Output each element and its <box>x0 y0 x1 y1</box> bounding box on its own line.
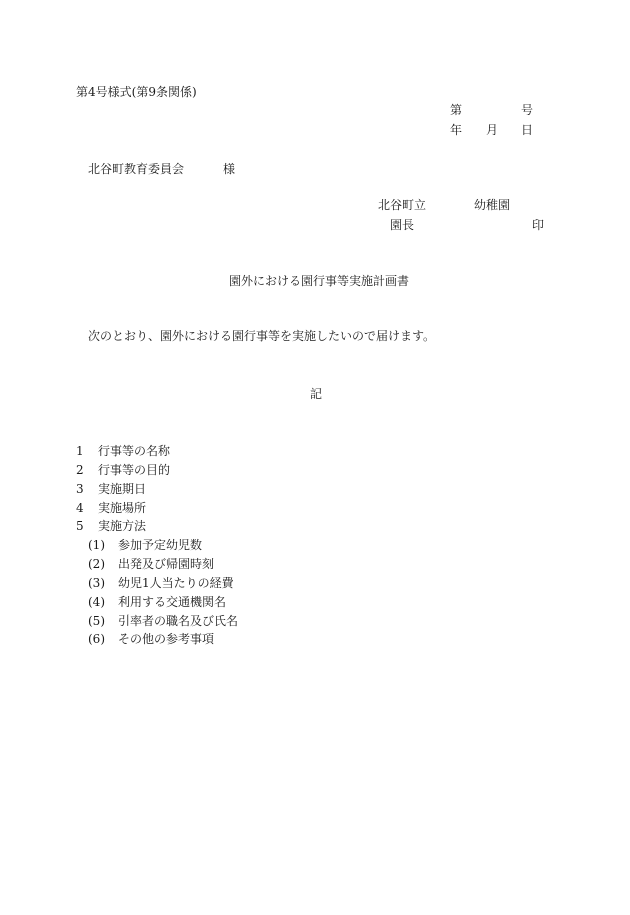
sender-principal: 園長 <box>390 218 415 232</box>
item-number: 2 <box>76 463 84 477</box>
item-label: 実施期日 <box>98 482 147 496</box>
sub-item-label: 出発及び帰園時刻 <box>118 557 215 571</box>
list-item <box>76 445 170 457</box>
sub-list-item <box>88 558 214 570</box>
sub-item-label: 幼児1人当たりの経費 <box>118 576 234 590</box>
ki-heading: 記 <box>310 387 323 401</box>
sub-item-number: (4) <box>88 595 105 609</box>
sub-list-item <box>88 577 234 589</box>
item-label: 行事等の目的 <box>98 463 171 477</box>
date-year: 年 <box>450 123 463 137</box>
sub-item-number: (2) <box>88 557 105 571</box>
sub-item-label: 参加予定幼児数 <box>118 538 203 552</box>
sender-town-school: 北谷町立 <box>378 198 427 212</box>
sub-item-number: (5) <box>88 614 105 628</box>
date-month: 月 <box>486 123 499 137</box>
sub-list-item <box>88 539 202 551</box>
document-title: 園外における園行事等実施計画書 <box>229 274 410 288</box>
item-number: 4 <box>76 501 84 515</box>
sub-item-number: (6) <box>88 632 105 646</box>
doc-number-suffix: 号 <box>521 103 534 117</box>
addressee-honorific: 様 <box>223 162 236 176</box>
item-number: 5 <box>76 519 84 533</box>
sub-list-item <box>88 596 226 608</box>
form-label: 第4号様式(第9条関係) <box>76 85 197 99</box>
seal-mark: 印 <box>532 218 545 232</box>
list-item <box>76 502 146 514</box>
sub-item-number: (3) <box>88 576 105 590</box>
sender-kindergarten: 幼稚園 <box>474 198 511 212</box>
list-item <box>76 464 170 476</box>
sub-item-number: (1) <box>88 538 105 552</box>
item-label: 行事等の名称 <box>98 444 171 458</box>
sub-list-item <box>88 633 214 645</box>
body-text: 次のとおり、園外における園行事等を実施したいので届けます。 <box>88 329 436 343</box>
addressee-name: 北谷町教育委員会 <box>88 162 185 176</box>
item-label: 実施場所 <box>98 501 147 515</box>
doc-number-prefix: 第 <box>450 103 463 117</box>
sub-item-label: 引率者の職名及び氏名 <box>118 614 239 628</box>
item-number: 3 <box>76 482 84 496</box>
list-item <box>76 483 146 495</box>
list-item <box>76 520 146 532</box>
sub-item-label: 利用する交通機関名 <box>118 595 227 609</box>
item-label: 実施方法 <box>98 519 147 533</box>
date-day: 日 <box>521 123 534 137</box>
sub-item-label: その他の参考事項 <box>118 632 215 646</box>
sub-list-item <box>88 615 238 627</box>
item-number: 1 <box>76 444 84 458</box>
